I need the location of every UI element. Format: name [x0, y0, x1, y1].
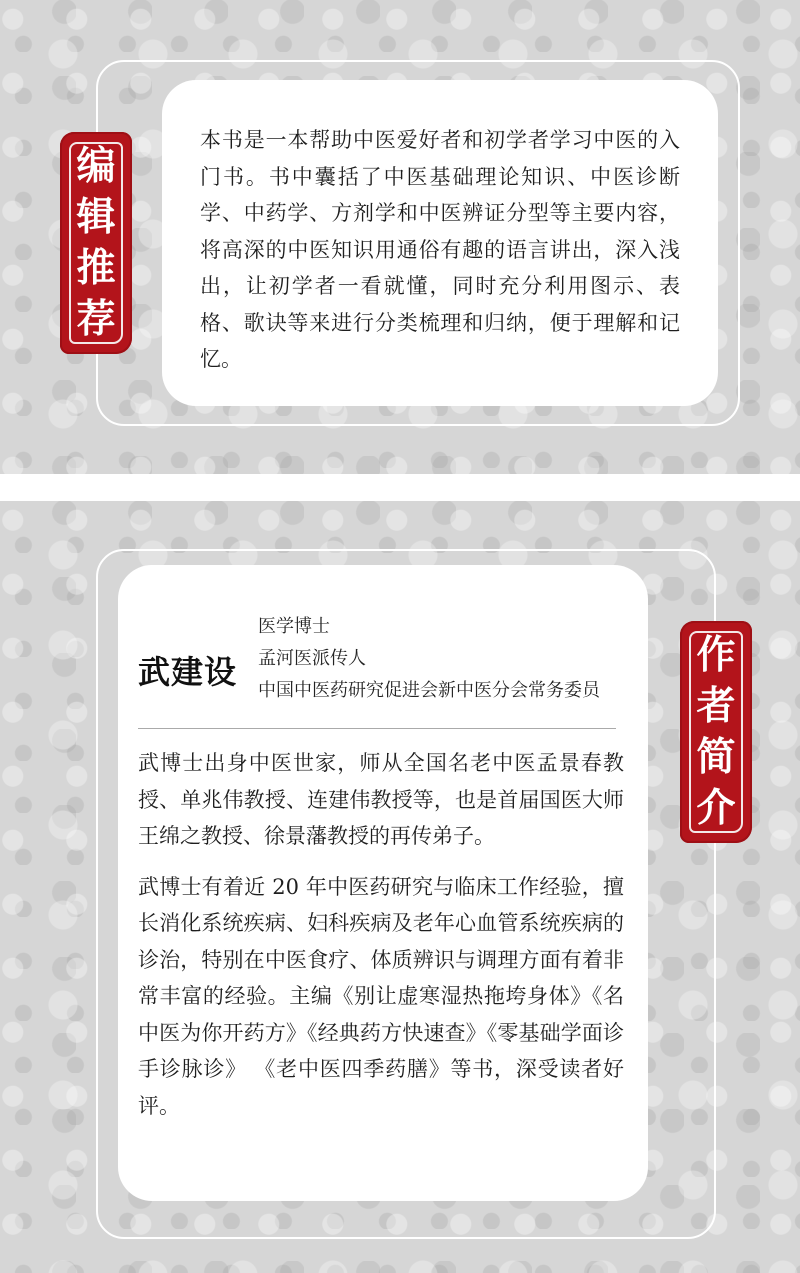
recommendation-text: 本书是一本帮助中医爱好者和初学者学习中医的入门书。书中囊括了中医基础理论知识、中医诊断学、中药学、方剂学和中医辨证分型等主要内容，将高深的中医知识用通俗有趣的语言讲出，深入浅出，让初学者一看就懂，同时充分利用图示、表格、歌诀等来进行分类梳理和归纳，便于理解和记忆。: [200, 128, 680, 371]
author-card: [118, 565, 648, 1201]
author-bio: [138, 745, 624, 1138]
seal-char: 推: [76, 245, 116, 291]
seal-char: 荐: [76, 296, 116, 342]
credential-item: 医学博士: [258, 616, 330, 637]
credential-item: 孟河医派传人: [258, 648, 366, 669]
seal-char: 者: [696, 683, 736, 729]
seal-char: 简: [696, 734, 736, 780]
editor-recommendation-seal: [60, 132, 132, 354]
bio-paragraph: 武博士有着近 20 年中医药研究与临床工作经验，擅长消化系统疾病、妇科疾病及老年心血管系统疾病的诊治，特别在中医食疗、体质辨识与调理方面有着非常丰富的经验。主编《别让虚寒湿热拖垮身体》《名中医为你开药方》《经典药方快速查》《零基础学面诊手诊脉诊》 《老中医四季药膳》等书，深受读者好评。: [138, 874, 624, 1118]
divider-line: [138, 728, 616, 729]
recommendation-card: [162, 80, 718, 406]
credential-item: 中国中医药研究促进会新中医分会常务委员: [258, 680, 600, 701]
seal-char: 介: [696, 785, 736, 831]
author-intro-seal: [680, 621, 752, 843]
bio-paragraph: 武博士出身中医世家，师从全国名老中医孟景春教授、单兆伟教授、连建伟教授等，也是首届国医大师王绵之教授、徐景藩教授的再传弟子。: [138, 751, 624, 848]
author-name: 武建设: [138, 653, 238, 691]
seal-char: 作: [696, 632, 736, 678]
author-credentials: [258, 611, 600, 707]
seal-char: 编: [76, 143, 116, 189]
editor-recommendation-section: [0, 0, 800, 474]
seal-char: 辑: [76, 194, 116, 240]
author-intro-section: [0, 501, 800, 1273]
